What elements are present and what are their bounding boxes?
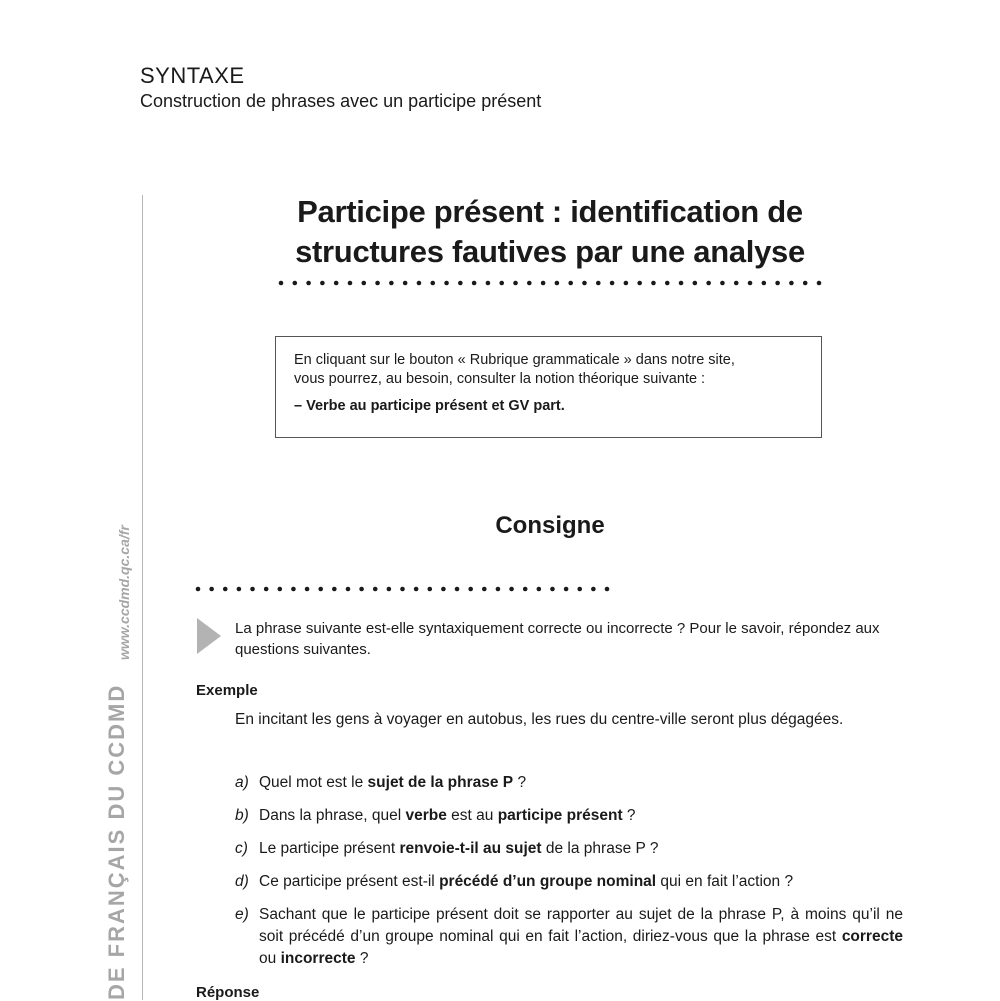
dot	[582, 281, 587, 286]
dot	[482, 587, 487, 592]
dot	[513, 281, 518, 286]
dot	[596, 281, 601, 286]
consigne-dotted-rule	[195, 582, 610, 596]
dot	[237, 587, 242, 592]
question-item	[235, 904, 903, 970]
exemple-sentence: En incitant les gens à voyager en autobus, les rues du centre-ville seront plus dégagées.	[235, 711, 844, 728]
question-keyword: incorrecte	[280, 950, 356, 967]
dot	[679, 281, 684, 286]
question-keyword: participe présent	[497, 807, 623, 824]
dot	[775, 281, 780, 286]
dot	[359, 587, 364, 592]
question-text: qui en fait l’action ?	[656, 873, 794, 890]
question-item	[235, 838, 903, 860]
dot	[373, 587, 378, 592]
triangle-bullet-icon	[197, 618, 221, 654]
dot	[334, 281, 339, 286]
question-item	[235, 871, 903, 893]
dot	[624, 281, 629, 286]
question-letter: a)	[235, 774, 249, 791]
dot	[320, 281, 325, 286]
dot	[348, 281, 353, 286]
question-text: Ce participe présent est-il	[259, 873, 440, 890]
sidebar-brand: DE FRANÇAIS DU CCDMD	[104, 683, 129, 1000]
question-text: est au	[446, 807, 498, 824]
dot	[305, 587, 310, 592]
info-notion-item: – Verbe au participe présent et GV part.	[294, 398, 565, 414]
question-keyword: verbe	[405, 807, 447, 824]
consigne-text: La phrase suivante est-elle syntaxiquement correcte ou incorrecte ? Pour le savoir, répondez aux questions suivantes.	[235, 620, 880, 658]
question-keyword: sujet de la phrase P	[367, 774, 514, 791]
question-text: ?	[622, 807, 636, 824]
dot	[196, 587, 201, 592]
question-letter: e)	[235, 906, 249, 923]
info-box	[275, 336, 822, 438]
dot	[250, 587, 255, 592]
dot	[605, 587, 610, 592]
dot	[278, 587, 283, 592]
dot	[427, 587, 432, 592]
info-line-2: vous pourrez, au besoin, consulter la notion théorique suivante :	[294, 371, 706, 387]
dot	[499, 281, 504, 286]
dot	[537, 587, 542, 592]
question-item	[235, 772, 903, 794]
page-title	[200, 192, 900, 272]
dot	[706, 281, 711, 286]
question-text: ?	[355, 950, 369, 967]
dot	[455, 587, 460, 592]
dot	[417, 281, 422, 286]
dot	[762, 281, 767, 286]
question-keyword: renvoie-t-il au sujet	[399, 840, 542, 857]
section-subtitle: Construction de phrases avec un participe présent	[140, 91, 542, 111]
dot	[734, 281, 739, 286]
margin-rule	[142, 195, 143, 1000]
dot	[472, 281, 477, 286]
dot	[577, 587, 582, 592]
dot	[651, 281, 656, 286]
title-dotted-rule	[278, 276, 822, 290]
dot	[346, 587, 351, 592]
question-text: de la phrase P ?	[541, 840, 659, 857]
dot	[361, 281, 366, 286]
dot	[403, 281, 408, 286]
page-header	[140, 62, 541, 112]
dot	[414, 587, 419, 592]
dot	[444, 281, 449, 286]
dot	[637, 281, 642, 286]
question-text: Quel mot est le	[259, 774, 368, 791]
section-title: SYNTAXE	[140, 63, 245, 88]
dot	[375, 281, 380, 286]
dot	[292, 281, 297, 286]
dot	[209, 587, 214, 592]
dot	[789, 281, 794, 286]
dot	[291, 587, 296, 592]
exemple-label: Exemple	[196, 682, 258, 699]
dot	[591, 587, 596, 592]
dot	[527, 281, 532, 286]
dot	[486, 281, 491, 286]
sidebar-url: www.ccdmd.qc.ca/fr	[116, 525, 132, 660]
dot	[541, 281, 546, 286]
question-letter: b)	[235, 807, 249, 824]
dot	[389, 281, 394, 286]
dot	[496, 587, 501, 592]
question-keyword: correcte	[841, 928, 903, 945]
dot	[332, 587, 337, 592]
question-text: Dans la phrase, quel	[259, 807, 406, 824]
dot	[264, 587, 269, 592]
dot	[509, 587, 514, 592]
dot	[279, 281, 284, 286]
question-item	[235, 805, 903, 827]
info-line-1: En cliquant sur le bouton « Rubrique grammaticale » dans notre site,	[294, 352, 735, 368]
dot	[458, 281, 463, 286]
dot	[720, 281, 725, 286]
dot	[555, 281, 560, 286]
dot	[468, 587, 473, 592]
dot	[748, 281, 753, 286]
dot	[306, 281, 311, 286]
question-letter: c)	[235, 840, 248, 857]
question-text: ?	[513, 774, 527, 791]
dot	[430, 281, 435, 286]
page-title-line2: structures fautives par une analyse	[295, 234, 805, 269]
dot	[693, 281, 698, 286]
dot	[568, 281, 573, 286]
dot	[318, 587, 323, 592]
question-text: ou	[259, 950, 281, 967]
question-letter: d)	[235, 873, 249, 890]
dot	[223, 587, 228, 592]
dot	[564, 587, 569, 592]
reponse-label: Réponse	[196, 984, 260, 1001]
dot	[803, 281, 808, 286]
question-text: Le participe présent	[259, 840, 400, 857]
consigne-heading: Consigne	[495, 512, 605, 539]
dot	[400, 587, 405, 592]
question-keyword: précédé d’un groupe nominal	[439, 873, 657, 890]
dot	[817, 281, 822, 286]
dot	[387, 587, 392, 592]
dot	[441, 587, 446, 592]
page-title-line1: Participe présent : identification de	[297, 194, 803, 229]
dot	[550, 587, 555, 592]
dot	[665, 281, 670, 286]
question-text: Sachant que le participe présent doit se rapporter au sujet de la phrase P, à moins qu’il ne soit précédé d’un groupe nominal qui en fait l’action, diriez-vous que la phrase est	[259, 906, 903, 945]
dot	[610, 281, 615, 286]
dot	[523, 587, 528, 592]
question-list	[235, 772, 903, 981]
